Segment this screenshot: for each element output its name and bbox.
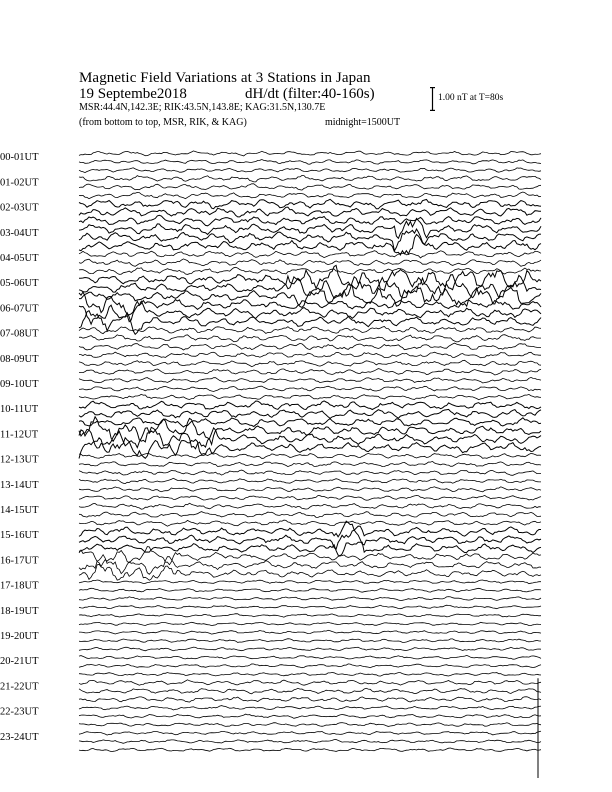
trace-msr-21-22ut — [79, 697, 541, 702]
quantity-label: dH/dt (filter:40-160s) — [245, 86, 375, 102]
trace-rik-19-20ut — [79, 639, 541, 643]
trace-rik-21-22ut — [79, 688, 541, 694]
hour-label: 19-20UT — [0, 631, 39, 642]
trace-kag-01-02ut — [79, 175, 541, 182]
trace-kag-19-20ut — [79, 630, 541, 634]
trace-msr-10-11ut — [79, 418, 541, 427]
trace-rik-01-02ut — [79, 184, 541, 190]
trace-kag-09-10ut — [79, 377, 541, 383]
trace-kag-18-19ut — [79, 605, 541, 609]
trace-kag-10-11ut — [79, 401, 541, 410]
trace-kag-08-09ut — [79, 352, 541, 358]
trace-msr-13-14ut — [79, 495, 541, 500]
hour-label: 13-14UT — [0, 479, 39, 491]
trace-kag-07-08ut — [79, 327, 541, 334]
hour-label: 00-01UT — [0, 152, 39, 164]
trace-kag-20-21ut — [79, 655, 541, 659]
hour-label: 09-10UT — [0, 379, 39, 390]
trace-msr-20-21ut — [79, 673, 541, 677]
hour-label: 12-13UT — [0, 454, 39, 466]
trace-rik-16-17ut — [79, 555, 541, 575]
trace-rik-22-23ut — [79, 714, 541, 718]
hour-label: 10-11UT — [0, 404, 39, 416]
trace-msr-01-02ut — [79, 192, 541, 199]
midnight-note: midnight=1500UT — [325, 117, 401, 128]
trace-rik-12-13ut — [79, 461, 541, 466]
trace-kag-00-01ut — [79, 151, 541, 156]
trace-rik-03-04ut — [79, 229, 541, 251]
trace-rik-18-19ut — [79, 614, 541, 618]
trace-msr-17-18ut — [79, 597, 541, 601]
trace-rik-07-08ut — [79, 335, 541, 342]
trace-msr-22-23ut — [79, 723, 541, 727]
trace-msr-00-01ut — [79, 168, 541, 173]
trace-rik-11-12ut — [79, 428, 541, 449]
hour-label: 21-22UT — [0, 681, 39, 693]
hour-label: 15-16UT — [0, 530, 39, 542]
trace-rik-20-21ut — [79, 664, 541, 668]
trace-msr-15-16ut — [79, 542, 541, 556]
date-label: 19 Septembe2018 — [79, 86, 187, 102]
trace-msr-08-09ut — [79, 369, 541, 375]
hour-label: 02-03UT — [0, 202, 39, 214]
trace-msr-14-15ut — [79, 520, 541, 526]
trace-kag-05-06ut — [79, 265, 541, 290]
trace-kag-02-03ut — [79, 199, 541, 209]
trace-kag-23-24ut — [79, 731, 541, 735]
hour-label: 04-05UT — [0, 253, 39, 264]
trace-kag-14-15ut — [79, 503, 541, 509]
trace-rik-06-07ut — [79, 301, 541, 324]
trace-kag-04-05ut — [79, 251, 541, 258]
trace-msr-16-17ut — [79, 564, 541, 580]
trace-msr-12-13ut — [79, 470, 541, 475]
hour-label: 05-06UT — [0, 278, 39, 290]
trace-kag-21-22ut — [79, 680, 541, 685]
chart-title: Magnetic Field Variations at 3 Stations in Japan — [79, 70, 371, 86]
trace-rik-14-15ut — [79, 512, 541, 518]
trace-msr-18-19ut — [79, 622, 541, 625]
trace-msr-07-08ut — [79, 343, 541, 350]
trace-msr-19-20ut — [79, 647, 541, 651]
trace-kag-22-23ut — [79, 706, 541, 710]
hour-label: 03-04UT — [0, 227, 39, 239]
trace-rik-17-18ut — [79, 588, 541, 592]
hour-label: 22-23UT — [0, 706, 39, 718]
trace-rik-23-24ut — [79, 740, 541, 744]
trace-rik-04-05ut — [79, 259, 541, 266]
hour-label: 18-19UT — [0, 605, 39, 617]
hour-label: 08-09UT — [0, 353, 39, 365]
station-order-note: (from bottom to top, MSR, RIK, & KAG) — [79, 117, 247, 128]
hour-label: 16-17UT — [0, 555, 39, 567]
trace-rik-02-03ut — [79, 207, 541, 217]
trace-msr-04-05ut — [79, 267, 541, 274]
hour-label: 01-02UT — [0, 177, 39, 189]
hour-label: 17-18UT — [0, 580, 39, 592]
trace-rik-13-14ut — [79, 487, 541, 492]
trace-rik-09-10ut — [79, 386, 541, 391]
trace-rik-00-01ut — [79, 160, 541, 165]
trace-msr-02-03ut — [79, 215, 541, 226]
hour-label: 07-08UT — [0, 328, 39, 340]
trace-msr-23-24ut — [79, 748, 541, 752]
trace-rik-08-09ut — [79, 360, 541, 366]
trace-kag-17-18ut — [79, 580, 541, 584]
hour-label: 20-21UT — [0, 656, 39, 668]
trace-rik-10-11ut — [79, 409, 541, 418]
trace-msr-09-10ut — [79, 394, 541, 399]
hour-label: 14-15UT — [0, 505, 39, 516]
hour-label: 23-24UT — [0, 731, 39, 743]
scale-label: 1.00 nT at T=80s — [438, 93, 504, 103]
hour-label: 06-07UT — [0, 303, 39, 315]
station-coordinates: MSR:44.4N,142.3E; RIK:43.5N,143.8E; KAG:31.5N,130.7E — [79, 102, 326, 113]
trace-msr-06-07ut — [79, 311, 541, 335]
trace-kag-13-14ut — [79, 478, 541, 483]
hour-label: 11-12UT — [0, 429, 39, 441]
